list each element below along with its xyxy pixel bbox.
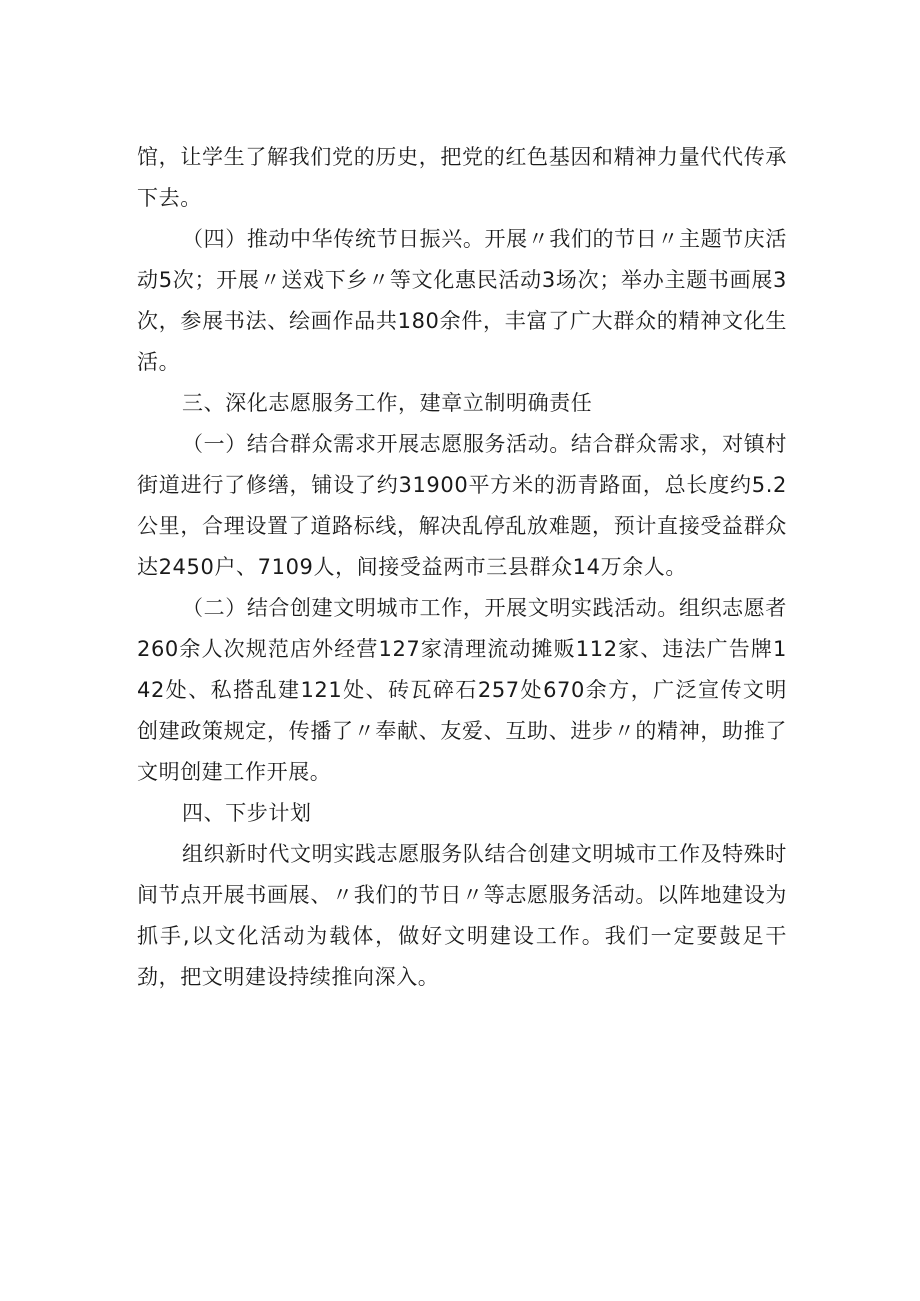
- paragraph-civilized-city: （二）结合创建文明城市工作，开展文明实践活动。组织志愿者260余人次规范店外经营127家清理流动摊贩112家、违法广告牌142处、私搭乱建121处、砖瓦碎石257处670余方，广泛宣传文明创建政策规定，传播了〃奉献、友爱、互助、进步〃的精神，助推了文明创建工作开展。: [137, 596, 787, 784]
- paragraph-traditional-festivals: （四）推动中华传统节日振兴。开展〃我们的节日〃主题节庆活动5次；开展〃送戏下乡〃等文化惠民活动3场次；举办主题书画展3次，参展书法、绘画作品共180余件，丰富了广大群众的精神文化生活。: [137, 227, 787, 374]
- paragraph-next-plan: 组织新时代文明实践志愿服务队结合创建文明城市工作及特殊时间节点开展书画展、〃我们的节日〃等志愿服务活动。以阵地建设为抓手,以文化活动为载体，做好文明建设工作。我们一定要鼓足干劲，把文明建设持续推向深入。: [137, 842, 787, 989]
- document-body: [137, 137, 787, 998]
- paragraph-volunteer-activities: （一）结合群众需求开展志愿服务活动。结合群众需求，对镇村街道进行了修缮，铺设了约31900平方米的沥青路面，总长度约5.2公里，合理设置了道路标线，解决乱停乱放难题，预计直接受益群众达2450户、7109人，间接受益两市三县群众14万余人。: [137, 432, 787, 579]
- section-heading-next-plan: 四、下步计划: [182, 801, 312, 825]
- section-heading-volunteer-service: 三、深化志愿服务工作，建章立制明确责任: [182, 391, 593, 415]
- paragraph-continuation: 馆，让学生了解我们党的历史，把党的红色基因和精神力量代代传承下去。: [137, 145, 787, 210]
